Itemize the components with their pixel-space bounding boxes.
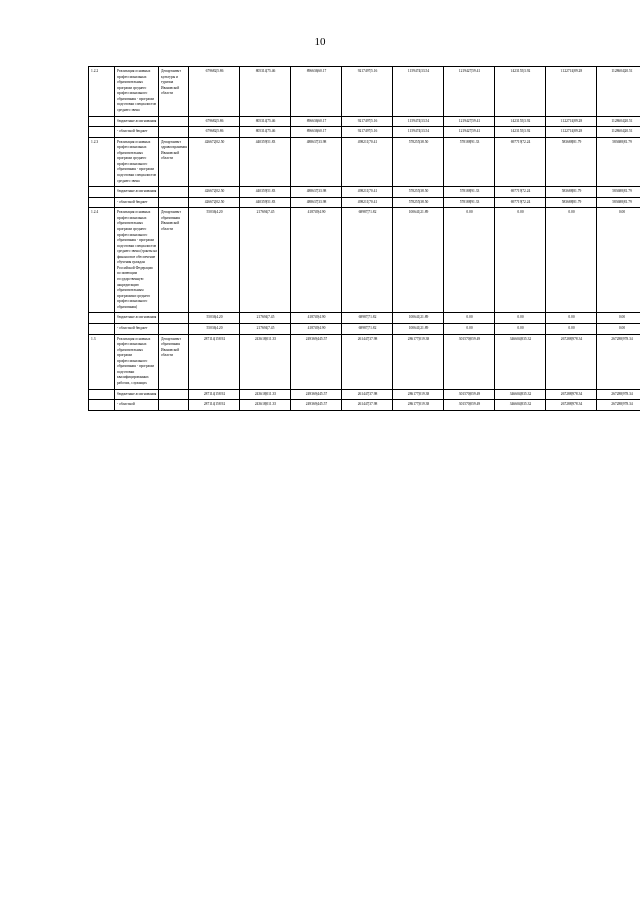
row-title-cell: - областной (115, 400, 159, 411)
amount-cell: 578255|38.50 (393, 187, 444, 198)
amount-cell: 1128604|20.51 (597, 127, 640, 138)
amount-cell: 0.00 (495, 323, 546, 334)
amount-cell: 346604|835.32 (495, 389, 546, 400)
responsible-department-cell (159, 389, 189, 400)
amount-cell: 0.00 (597, 208, 640, 313)
row-title-cell: - областной бюджет (115, 127, 159, 138)
amount-cell: 243618|011.35 (240, 334, 291, 389)
amount-cell: 578255|38.50 (393, 197, 444, 208)
row-number-cell (89, 187, 115, 198)
row-number-cell (89, 400, 115, 411)
responsible-department-cell: Департамент образования Ивановской области (159, 208, 189, 313)
row-number-cell: 1.2.3 (89, 137, 115, 187)
row-title-cell: бюджетные ассигнования (115, 313, 159, 324)
amount-cell: 1423155|3.92 (495, 116, 546, 127)
table-row (89, 116, 640, 127)
amount-cell: 0.00 (546, 208, 597, 313)
responsible-department-cell (159, 400, 189, 411)
amount-cell: 1159474|33.54 (393, 116, 444, 127)
amount-cell: 100641|21.89 (393, 208, 444, 313)
page-number: 10 (314, 36, 326, 48)
row-number-cell (89, 313, 115, 324)
amount-cell: 488637|33.98 (291, 197, 342, 208)
amount-cell: 1122714|89.28 (546, 116, 597, 127)
amount-cell: 267288|978.34 (597, 389, 640, 400)
table-row (89, 313, 640, 324)
amount-cell: 679682|5.86 (189, 127, 240, 138)
amount-cell: 243618|011.35 (240, 400, 291, 411)
amount-cell: 55036|4.20 (189, 208, 240, 313)
responsible-department-cell (159, 187, 189, 198)
amount-cell: 301570|059.49 (444, 400, 495, 411)
amount-cell: 896636|60.17 (291, 67, 342, 117)
amount-cell: 1128604|20.51 (597, 67, 640, 117)
amount-cell: 0.00 (546, 313, 597, 324)
row-number-cell: 1.2.2 (89, 67, 115, 117)
row-number-cell (89, 323, 115, 334)
amount-cell: 261447|37.98 (342, 334, 393, 389)
amount-cell: 805314|75.46 (240, 127, 291, 138)
amount-cell: 1122714|89.28 (546, 67, 597, 117)
amount-cell: 249369|445.57 (291, 400, 342, 411)
table-row (89, 137, 640, 187)
amount-cell: 261447|37.98 (342, 389, 393, 400)
amount-cell: 418749|4.90 (291, 313, 342, 324)
amount-cell: 498211|70.41 (342, 197, 393, 208)
amount-cell: 426672|02.50 (189, 187, 240, 198)
amount-cell: 488637|33.98 (291, 187, 342, 198)
amount-cell: 217694|7.45 (240, 208, 291, 313)
amount-cell: 301570|059.49 (444, 389, 495, 400)
responsible-department-cell (159, 323, 189, 334)
amount-cell: 418749|4.90 (291, 323, 342, 334)
amount-cell: 0.00 (597, 313, 640, 324)
amount-cell: 583688|81.79 (546, 137, 597, 187)
table-row (89, 400, 640, 411)
responsible-department-cell (159, 116, 189, 127)
amount-cell: 286177|019.38 (393, 400, 444, 411)
amount-cell: 217694|7.45 (240, 323, 291, 334)
amount-cell: 267288|978.34 (597, 400, 640, 411)
amount-cell: 267288|978.34 (597, 334, 640, 389)
table-row (89, 323, 640, 334)
amount-cell: 346604|835.32 (495, 334, 546, 389)
amount-cell: 1159474|33.54 (393, 67, 444, 117)
amount-cell: 578255|38.50 (393, 137, 444, 187)
amount-cell: 9217497|5.16 (342, 116, 393, 127)
table-row (89, 334, 640, 389)
amount-cell: 55036|4.20 (189, 323, 240, 334)
row-number-cell (89, 127, 115, 138)
budget-table (88, 66, 640, 411)
responsible-department-cell: Департамент здравоохранения Ивановской области (159, 137, 189, 187)
amount-cell: 578188|91.33 (444, 187, 495, 198)
table-body (89, 67, 640, 411)
table-row (89, 208, 640, 313)
amount-cell: 55036|4.20 (189, 313, 240, 324)
amount-cell: 896636|60.17 (291, 127, 342, 138)
row-title-cell: Реализация основных профессиональных образовательных программ профессионального образования - программ подготовки квалифицированных рабочих, служащих (115, 334, 159, 389)
amount-cell: 267288|978.34 (546, 400, 597, 411)
row-title-cell: - областной бюджет (115, 197, 159, 208)
responsible-department-cell: Департамент образования Ивановской области (159, 334, 189, 389)
amount-cell: 0.00 (444, 313, 495, 324)
row-title-cell: Реализация основных профессиональных образовательных программ среднего профессионального образования - программ подготовки специалистов среднего звена (115, 67, 159, 117)
amount-cell: 267288|978.34 (546, 334, 597, 389)
amount-cell: 440359|51.83 (240, 197, 291, 208)
amount-cell: 287114|158.92 (189, 389, 240, 400)
amount-cell: 287114|158.92 (189, 334, 240, 389)
amount-cell: 249369|445.57 (291, 389, 342, 400)
row-number-cell: 1.3 (89, 334, 115, 389)
amount-cell: 440359|51.83 (240, 187, 291, 198)
amount-cell: 418749|4.90 (291, 208, 342, 313)
amount-cell: 249369|445.57 (291, 334, 342, 389)
amount-cell: 68987|71.82 (342, 313, 393, 324)
amount-cell: 498211|70.41 (342, 187, 393, 198)
amount-cell: 578188|91.33 (444, 197, 495, 208)
amount-cell: 1122714|89.28 (546, 127, 597, 138)
row-number-cell: 1.2.4 (89, 208, 115, 313)
amount-cell: 217694|7.45 (240, 313, 291, 324)
amount-cell: 1219427|59.41 (444, 67, 495, 117)
amount-cell: 697719|72.24 (495, 187, 546, 198)
amount-cell: 1219427|59.41 (444, 127, 495, 138)
amount-cell: 583688|81.79 (597, 187, 640, 198)
amount-cell: 1423155|3.92 (495, 127, 546, 138)
amount-cell: 68987|71.82 (342, 208, 393, 313)
row-number-cell (89, 197, 115, 208)
amount-cell: 9217497|5.16 (342, 67, 393, 117)
amount-cell: 583688|81.79 (546, 197, 597, 208)
amount-cell: 261447|37.98 (342, 400, 393, 411)
amount-cell: 440359|51.83 (240, 137, 291, 187)
amount-cell: 896636|60.17 (291, 116, 342, 127)
table-row (89, 197, 640, 208)
amount-cell: 583688|81.79 (597, 137, 640, 187)
amount-cell: 243618|011.35 (240, 389, 291, 400)
table-row (89, 127, 640, 138)
amount-cell: 498211|70.41 (342, 137, 393, 187)
row-title-cell: бюджетные ассигнования (115, 187, 159, 198)
responsible-department-cell: Департамент культуры и туризма Ивановской области (159, 67, 189, 117)
amount-cell: 488637|33.98 (291, 137, 342, 187)
amount-cell: 426672|02.50 (189, 197, 240, 208)
amount-cell: 267288|978.34 (546, 389, 597, 400)
responsible-department-cell (159, 313, 189, 324)
amount-cell: 0.00 (495, 313, 546, 324)
amount-cell: 0.00 (546, 323, 597, 334)
amount-cell: 0.00 (444, 208, 495, 313)
table-row (89, 187, 640, 198)
amount-cell: 0.00 (597, 323, 640, 334)
table-row (89, 67, 640, 117)
responsible-department-cell (159, 197, 189, 208)
amount-cell: 697719|72.24 (495, 137, 546, 187)
row-number-cell (89, 389, 115, 400)
amount-cell: 1159474|33.54 (393, 127, 444, 138)
amount-cell: 583688|81.79 (546, 187, 597, 198)
amount-cell: 0.00 (495, 208, 546, 313)
amount-cell: 287114|158.92 (189, 400, 240, 411)
amount-cell: 805314|75.46 (240, 67, 291, 117)
amount-cell: 286177|019.38 (393, 334, 444, 389)
row-title-cell: бюджетные ассигнования (115, 116, 159, 127)
amount-cell: 697719|72.24 (495, 197, 546, 208)
responsible-department-cell (159, 127, 189, 138)
amount-cell: 286177|019.38 (393, 389, 444, 400)
amount-cell: 301570|059.49 (444, 334, 495, 389)
row-title-cell: Реализация основных профессиональных образовательных программ среднего профессионального образования - программ подготовки специалистов среднего звена (гранты на финансовое обеспечение обучения граждан Российской Федерации по имеющим государственную аккредитацию образовательным программам среднего профессионального образования) (115, 208, 159, 313)
amount-cell: 679682|5.86 (189, 67, 240, 117)
amount-cell: 68987|71.82 (342, 323, 393, 334)
amount-cell: 1219427|59.41 (444, 116, 495, 127)
amount-cell: 583688|81.79 (597, 197, 640, 208)
amount-cell: 100641|21.89 (393, 323, 444, 334)
amount-cell: 346604|835.32 (495, 400, 546, 411)
amount-cell: 9217497|5.16 (342, 127, 393, 138)
amount-cell: 0.00 (444, 323, 495, 334)
amount-cell: 1423155|3.92 (495, 67, 546, 117)
amount-cell: 426672|02.50 (189, 137, 240, 187)
row-title-cell: Реализация основных профессиональных образовательных программ среднего профессионального образования - программ подготовки специалистов среднего звена (115, 137, 159, 187)
amount-cell: 100641|21.89 (393, 313, 444, 324)
row-title-cell: бюджетные ассигнования (115, 389, 159, 400)
amount-cell: 805314|75.46 (240, 116, 291, 127)
amount-cell: 679682|5.86 (189, 116, 240, 127)
amount-cell: 1128604|20.51 (597, 116, 640, 127)
row-title-cell: - областной бюджет (115, 323, 159, 334)
table-row (89, 389, 640, 400)
amount-cell: 578188|91.33 (444, 137, 495, 187)
budget-table-container (88, 66, 633, 411)
row-number-cell (89, 116, 115, 127)
